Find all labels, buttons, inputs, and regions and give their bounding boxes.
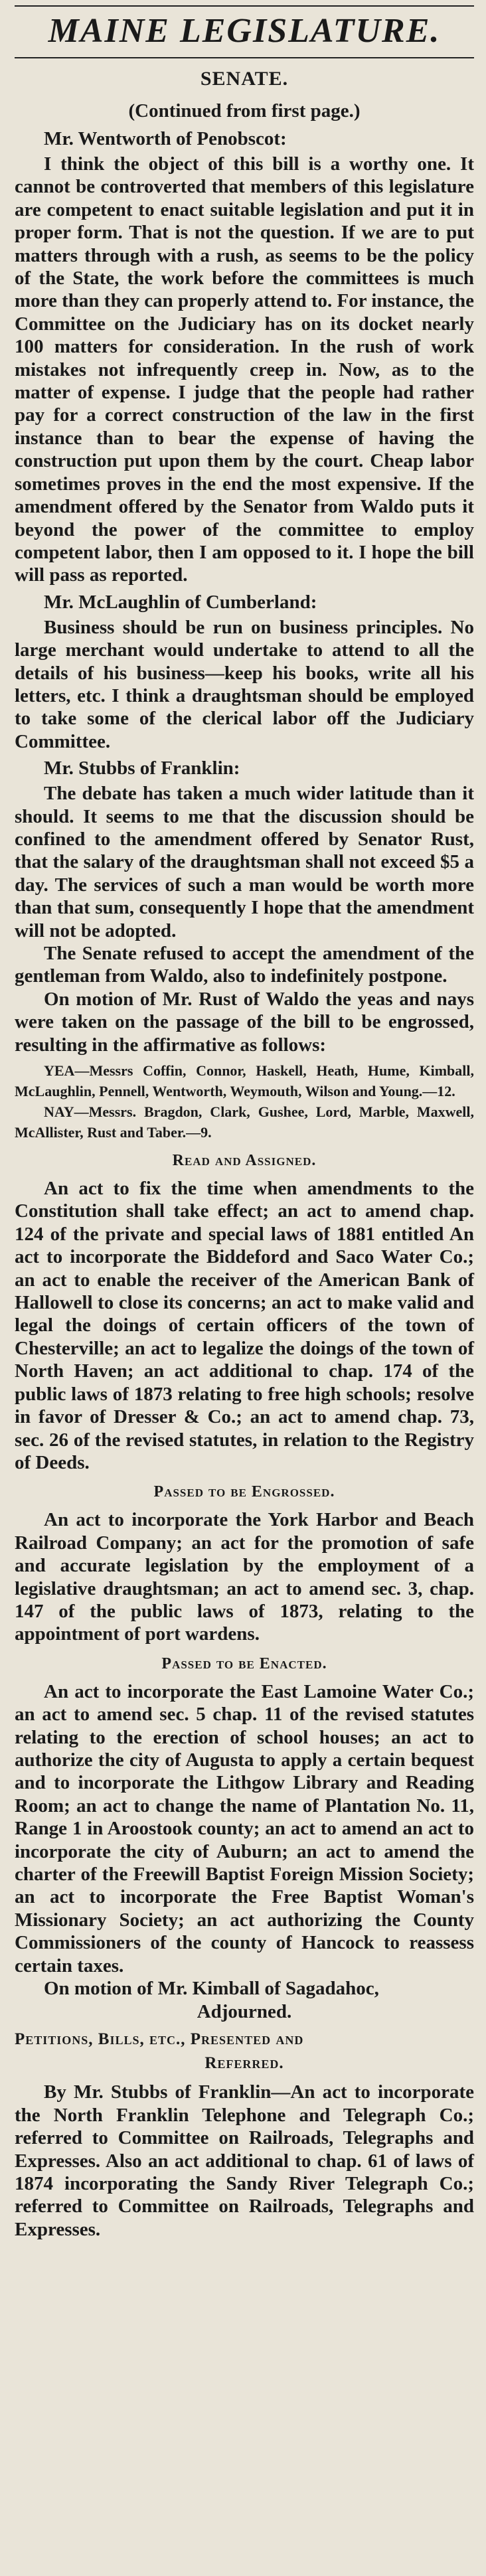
- engrossed-heading: Passed to be Engrossed.: [153, 1483, 335, 1501]
- yea-list: YEA—Messrs Coffin, Connor, Haskell, Heath, Hume, Kimball, McLaughlin, Pennell, Wentworth, Weymouth, Wilson and Young.—12.: [15, 1062, 474, 1100]
- petitions-heading-line1: Petitions, Bills, etc., Presented and: [15, 2030, 304, 2049]
- section-heading: SENATE.: [200, 68, 289, 90]
- speech-stubbs: The debate has taken a much wider latitude than it should. It seems to me that the discussion should be confined to the amendment offered by Senator Rust, that the salary of the draughtsman shall not exceed $5 a day. The services of such a man would be worth more than that sum, consequently I hope that the amendment will not be adopted.: [15, 783, 474, 941]
- petitions-heading-line2: Referred.: [204, 2054, 284, 2073]
- senate-refusal: The Senate refused to accept the amendment of the gentleman from Waldo, also to indefinitely postpone.: [15, 943, 474, 987]
- speech-mclaughlin: Business should be run on business principles. No large merchant would undertake to attend to all the details of his business—keep his books, write all his letters, etc. I think a draughtsman should be employed to take some of the clerical labor off the Judiciary Committee.: [15, 616, 474, 752]
- speech-wentworth: I think the object of this bill is a worthy one. It cannot be controverted that members of this legislature are competent to enact suitable legislation and put it in proper form. That is not the question. If we are to put matters through with a rush, as seems to be the policy of the State, the work before the committees is much more than they can properly attend to. For instance, the Committee on the Judiciary has on its docket nearly 100 matters for consideration. In the rush of work mistakes not infrequently creep in. Now, as to the matter of expense. I judge that the people had rather pay for a correct construction of the law in the first instance than to bear the expense of having the construction put upon them by the court. Cheap labor sometimes proves in the end the most expensive. If the amendment offered by the Senator from Waldo puts it beyond the power of the committee to employ competent labor, then I am opposed to it. I hope the bill will pass as reported.: [15, 153, 474, 586]
- read-assigned-heading: Read and Assigned.: [172, 1152, 317, 1170]
- engrossed-text: An act to incorporate the York Harbor and Beach Railroad Company; an act for the promotion of safe and accurate legislation by the employment of a legislative draughtsman; an act to amend sec. 3, chap. 147 of the public laws of 1873, relating to the appointment of port wardens.: [15, 1509, 474, 1645]
- masthead: MAINE LEGISLATURE.: [48, 12, 441, 50]
- speaker-stubbs: Mr. Stubbs of Franklin:: [44, 758, 240, 779]
- vote-record: [15, 1060, 474, 1143]
- nay-list: NAY—Messrs. Bragdon, Clark, Gushee, Lord, Marble, Maxwell, McAllister, Rust and Taber.—9.: [15, 1103, 474, 1141]
- top-rule: [15, 5, 474, 7]
- read-assigned-text: An act to fix the time when amendments to the Constitution shall take effect; an act to amend chap. 124 of the private and special laws of 1881 entitled An act to incorporate the Biddeford and Saco Water Co.; an act to enable the receiver of the American Bank of Hallowell to close its concerns; an act to make valid and legal the doings of certain officers of the town of Chesterville; an act to legalize the doings of the town of North Haven; an act additional to chap. 174 of the public laws of 1873 relating to free high schools; resolve in favor of Dresser & Co.; an act to amend chap. 73, sec. 26 of the revised statutes, in relation to the Registry of Deeds.: [15, 1178, 474, 1473]
- petitions-text: By Mr. Stubbs of Franklin—An act to incorporate the North Franklin Telephone and Telegraph Co.; referred to Committee on Railroads, Telegraphs and Expresses. Also an act additional to chap. 61 of laws of 1874 incorporating the Sandy River Telegraph Co.; referred to Committee on Railroads, Telegraphs and Expresses.: [15, 2081, 474, 2240]
- continued-note: (Continued from first page.): [128, 100, 361, 121]
- speaker-wentworth: Mr. Wentworth of Penobscot:: [44, 128, 287, 149]
- motion-rust: On motion of Mr. Rust of Waldo the yeas and nays were taken on the passage of the bill to be engrossed, resulting in the affirmative as follows:: [15, 988, 474, 1056]
- enacted-text: An act to incorporate the East Lamoine Water Co.; an act to amend sec. 5 chap. 11 of the revised statutes relating to the erection of school houses; an act to authorize the city of Augusta to apply a certain bequest and to incorporate the Lithgow Library and Reading Room; an act to change the name of Plantation No. 11, Range 1 in Aroostook county; an act to amend an act to incorporate the city of Auburn; an act to amend the charter of the Freewill Baptist Foreign Mission Society; an act to incorporate the Free Baptist Woman's Missionary Society; an act authorizing the County Commissioners of the county of Hancock to reassess certain taxes.: [15, 1680, 474, 1976]
- adjourned-line: Adjourned.: [197, 2001, 292, 2023]
- petitions-heading: [15, 2028, 474, 2075]
- enacted-heading: Passed to be Enacted.: [161, 1654, 327, 1672]
- motion-kimball: On motion of Mr. Kimball of Sagadahoc,: [44, 1978, 379, 2000]
- masthead-rule: [15, 57, 474, 58]
- speaker-mclaughlin: Mr. McLaughlin of Cumberland:: [44, 591, 317, 613]
